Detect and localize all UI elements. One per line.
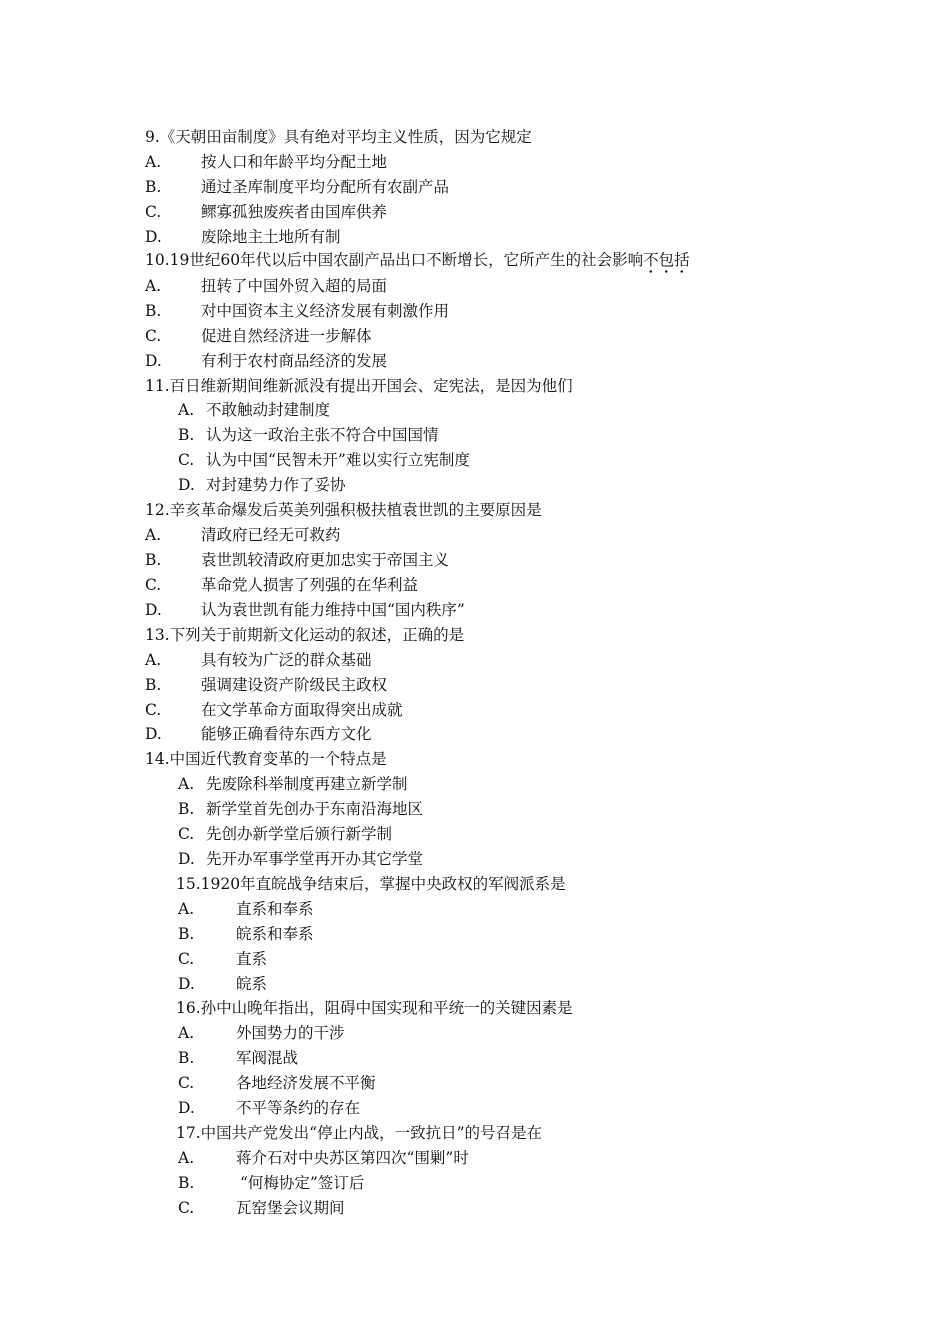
question-16-option-d xyxy=(178,1098,360,1118)
option-text: 对中国资本主义经济发展有刺激作用 xyxy=(201,302,450,320)
option-letter: B. xyxy=(178,1174,195,1192)
option-letter: B. xyxy=(178,426,195,444)
option-letter: B. xyxy=(178,925,195,943)
question-12-option-a xyxy=(145,525,341,545)
question-13-option-d xyxy=(145,724,372,744)
question-17-option-c xyxy=(178,1198,345,1218)
option-text: 能够正确看待东西方文化 xyxy=(201,725,372,743)
option-text: 强调建设资产阶级民主政权 xyxy=(201,676,388,694)
option-text: 清政府已经无可救药 xyxy=(201,526,341,544)
question-14-stem: 14.中国近代教育变革的一个特点是 xyxy=(145,750,387,768)
question-13-option-a xyxy=(145,650,372,670)
option-letter: D. xyxy=(178,975,195,993)
question-16-option-c xyxy=(178,1073,376,1093)
question-15-option-d xyxy=(178,974,267,994)
option-letter: D. xyxy=(145,228,162,246)
question-16-stem: 16.孙中山晚年指出，阻碍中国实现和平统一的关键因素是 xyxy=(176,999,573,1017)
option-letter: B. xyxy=(145,178,162,196)
question-13-stem: 13.下列关于前期新文化运动的叙述，正确的是 xyxy=(145,626,465,644)
question-15-option-c xyxy=(178,949,267,969)
question-13-option-b xyxy=(145,675,387,695)
option-text: 外国势力的干涉 xyxy=(236,1024,345,1042)
question-17-option-a xyxy=(178,1148,469,1168)
question-12-option-c xyxy=(145,575,418,595)
question-14-option-a xyxy=(178,774,408,794)
option-letter: D. xyxy=(145,601,162,619)
question-9-option-a xyxy=(145,152,387,172)
option-text: 不平等条约的存在 xyxy=(236,1099,361,1117)
question-10-option-a xyxy=(145,276,387,296)
option-letter: D. xyxy=(178,1099,195,1117)
question-11-option-a xyxy=(178,400,330,420)
option-text: 有利于农村商品经济的发展 xyxy=(201,352,388,370)
option-letter: A. xyxy=(145,526,162,544)
question-11-option-b xyxy=(178,425,439,445)
option-letter: B. xyxy=(145,676,162,694)
option-letter: D. xyxy=(178,476,195,494)
option-letter: C. xyxy=(145,203,162,221)
option-text: 瓦窑堡会议期间 xyxy=(236,1199,345,1217)
question-15-option-b xyxy=(178,924,314,944)
option-text: 各地经济发展不平衡 xyxy=(236,1074,376,1092)
option-text: 皖系和奉系 xyxy=(236,925,314,943)
option-letter: A. xyxy=(178,775,195,793)
question-9-option-c xyxy=(145,202,387,222)
option-text: 在文学革命方面取得突出成就 xyxy=(201,701,403,719)
option-letter: A. xyxy=(178,401,195,419)
option-text: 认为这一政治主张不符合中国国情 xyxy=(206,426,439,444)
option-text: 促进自然经济进一步解体 xyxy=(201,327,372,345)
question-10-stem xyxy=(145,250,690,270)
question-10-option-c xyxy=(145,326,372,346)
option-text: 扭转了中国外贸入超的局面 xyxy=(201,277,388,295)
question-17-stem: 17.中国共产党发出“停止内战，一致抗日”的号召是在 xyxy=(176,1124,542,1142)
option-letter: B. xyxy=(178,800,195,818)
option-text: 按人口和年龄平均分配土地 xyxy=(201,153,388,171)
question-11-option-c xyxy=(178,450,470,470)
option-text: 先开办军事学堂再开办其它学堂 xyxy=(206,850,424,868)
question-10-stem-text: 10.19世纪60年代以后中国农副产品出口不断增长，它所产生的社会影响 xyxy=(145,251,644,269)
question-14-option-c xyxy=(178,824,392,844)
question-17-option-b xyxy=(178,1173,364,1193)
option-text: 新学堂首先创办于东南沿海地区 xyxy=(206,800,424,818)
option-letter: D. xyxy=(178,850,195,868)
option-text: 认为中国“民智未开”难以实行立宪制度 xyxy=(206,451,470,469)
question-10-option-b xyxy=(145,301,449,321)
option-text: 皖系 xyxy=(236,975,268,993)
option-text: 直系 xyxy=(236,950,268,968)
option-letter: A. xyxy=(145,277,162,295)
question-16-option-b xyxy=(178,1048,298,1068)
question-9-option-d xyxy=(145,227,341,247)
option-text: 具有较为广泛的群众基础 xyxy=(201,651,372,669)
option-text: 不敢触动封建制度 xyxy=(206,401,331,419)
question-14-option-d xyxy=(178,849,423,869)
question-10-option-d xyxy=(145,351,387,371)
option-letter: B. xyxy=(145,551,162,569)
option-letter: C. xyxy=(145,576,162,594)
option-letter: C. xyxy=(178,1199,195,1217)
option-letter: A. xyxy=(145,651,162,669)
option-letter: C. xyxy=(145,701,162,719)
option-text: “何梅协定”签订后 xyxy=(240,1174,365,1192)
question-15-stem: 15.1920年直皖战争结束后，掌握中央政权的军阀派系是 xyxy=(176,875,566,893)
option-letter: C. xyxy=(178,825,195,843)
question-15-option-a xyxy=(178,899,314,919)
question-13-option-c xyxy=(145,700,403,720)
option-letter: B. xyxy=(178,1049,195,1067)
question-10-stem-emphasis: 不包括 xyxy=(643,251,690,269)
option-text: 先废除科举制度再建立新学制 xyxy=(206,775,408,793)
question-11-stem: 11.百日维新期间维新派没有提出开国会、定宪法，是因为他们 xyxy=(145,377,573,395)
option-text: 鳏寡孤独废疾者由国库供养 xyxy=(201,203,388,221)
option-letter: C. xyxy=(178,950,195,968)
option-text: 军阀混战 xyxy=(236,1049,299,1067)
option-text: 蒋介石对中央苏区第四次“围剿”时 xyxy=(236,1149,469,1167)
question-9-option-b xyxy=(145,177,449,197)
option-letter: D. xyxy=(145,725,162,743)
option-text: 袁世凯较清政府更加忠实于帝国主义 xyxy=(201,551,450,569)
option-letter: B. xyxy=(145,302,162,320)
option-text: 认为袁世凯有能力维持中国“国内秩序” xyxy=(201,601,465,619)
option-text: 先创办新学堂后颁行新学制 xyxy=(206,825,393,843)
option-letter: A. xyxy=(178,1149,195,1167)
option-text: 直系和奉系 xyxy=(236,900,314,918)
question-11-option-d xyxy=(178,475,346,495)
option-text: 通过圣库制度平均分配所有农副产品 xyxy=(201,178,450,196)
question-12-stem: 12.辛亥革命爆发后英美列强积极扶植袁世凯的主要原因是 xyxy=(145,501,542,519)
option-text: 革命党人损害了列强的在华利益 xyxy=(201,576,419,594)
question-14-option-b xyxy=(178,799,423,819)
option-letter: A. xyxy=(178,900,195,918)
option-letter: D. xyxy=(145,352,162,370)
option-letter: A. xyxy=(145,153,162,171)
question-12-option-d xyxy=(145,600,465,620)
option-letter: A. xyxy=(178,1024,195,1042)
option-letter: C. xyxy=(178,451,195,469)
option-text: 对封建势力作了妥协 xyxy=(206,476,346,494)
option-text: 废除地主土地所有制 xyxy=(201,228,341,246)
question-16-option-a xyxy=(178,1023,345,1043)
option-letter: C. xyxy=(145,327,162,345)
option-letter: C. xyxy=(178,1074,195,1092)
question-9-stem: 9.《天朝田亩制度》具有绝对平均主义性质，因为它规定 xyxy=(145,128,532,146)
question-12-option-b xyxy=(145,550,449,570)
